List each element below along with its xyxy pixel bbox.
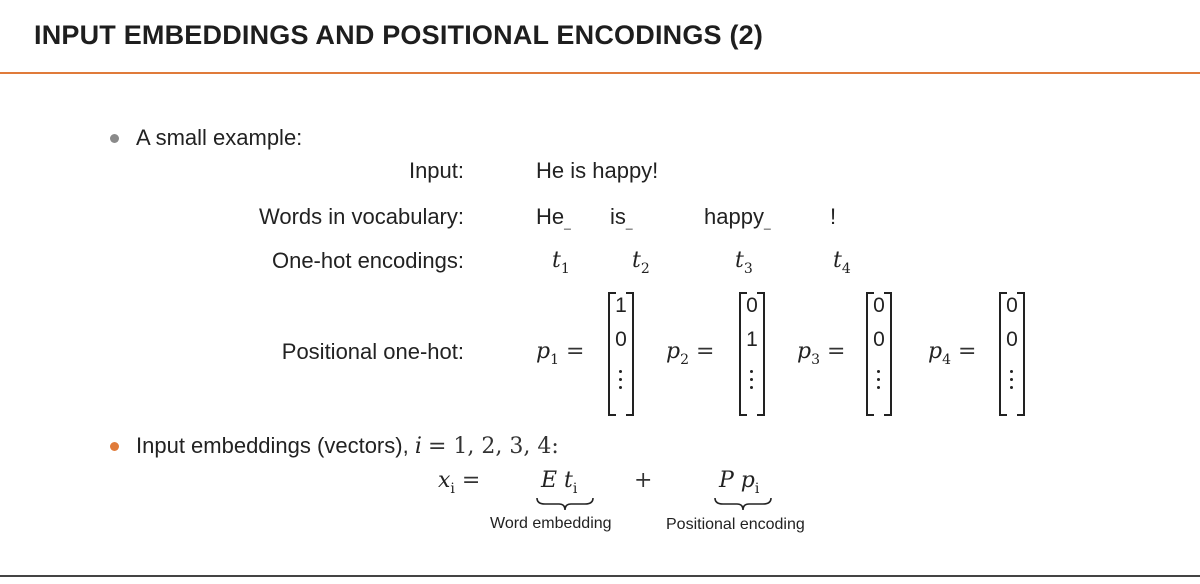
vector-entry: 0 [873,328,885,351]
onehot-symbol: $t_2$ [632,248,650,277]
vector-entry: 0 [1006,328,1018,351]
vocab-word: ! [830,204,837,229]
vector-entry: 0 [615,328,627,351]
positional-symbol: $p_1$ = [536,339,585,368]
onehot-symbol: $t_1$ [552,248,570,277]
formula-plus: + [634,468,653,493]
bullet-text-example: A small example: [136,125,303,150]
label-one-hot: One-hot encodings: [271,248,464,273]
onehot-symbol: $t_3$ [735,248,753,277]
label-input: Input: [408,158,464,183]
vertical-dots [1010,370,1014,394]
bullet-text-embeddings: Input embeddings (vectors), i = 1, 2, 3, 4: [136,433,559,459]
positional-vector [866,292,892,414]
label-vocabulary: Words in vocabulary: [258,204,464,229]
underbrace-word-embedding [535,496,595,512]
label-positional: Positional one-hot: [281,339,464,364]
vocab-word: happy_ [704,204,771,230]
formula-word-embedding-term: E $t_i$ [541,468,578,497]
vector-entry: 0 [746,294,758,317]
slide-title: INPUT EMBEDDINGS AND POSITIONAL ENCODINGS (2) [34,20,764,50]
footer-divider [0,575,1200,577]
underbrace-positional-encoding [713,496,773,512]
positional-vector [739,292,765,414]
title-divider [0,72,1200,74]
input-sentence: He is happy! [536,158,659,183]
vector-entry: 0 [873,294,885,317]
vertical-dots [619,370,623,394]
index-values: = 1, 2, 3, 4: [428,434,559,459]
vocab-word: He_ [536,204,571,230]
label-positional-encoding: Positional encoding [666,516,805,533]
vector-entry: 0 [1006,294,1018,317]
vector-entry: 1 [746,328,758,351]
vector-entry: 1 [615,294,627,317]
index-variable: i [414,434,422,459]
positional-symbol: $p_4$ = [928,339,977,368]
positional-vector [999,292,1025,414]
bullet-marker [110,442,119,451]
onehot-symbol: $t_4$ [833,248,851,277]
positional-symbol: $p_3$ = [797,339,846,368]
label-word-embedding: Word embedding [490,515,612,532]
vertical-dots [877,370,881,394]
formula-positional-term: P $p_i$ [719,468,760,497]
formula-lhs: $x_i$ = [438,468,481,497]
positional-symbol: $p_2$ = [666,339,715,368]
bullet-marker [110,134,119,143]
vertical-dots [750,370,754,394]
positional-vector [608,292,634,414]
vocab-word: is_ [610,204,633,230]
